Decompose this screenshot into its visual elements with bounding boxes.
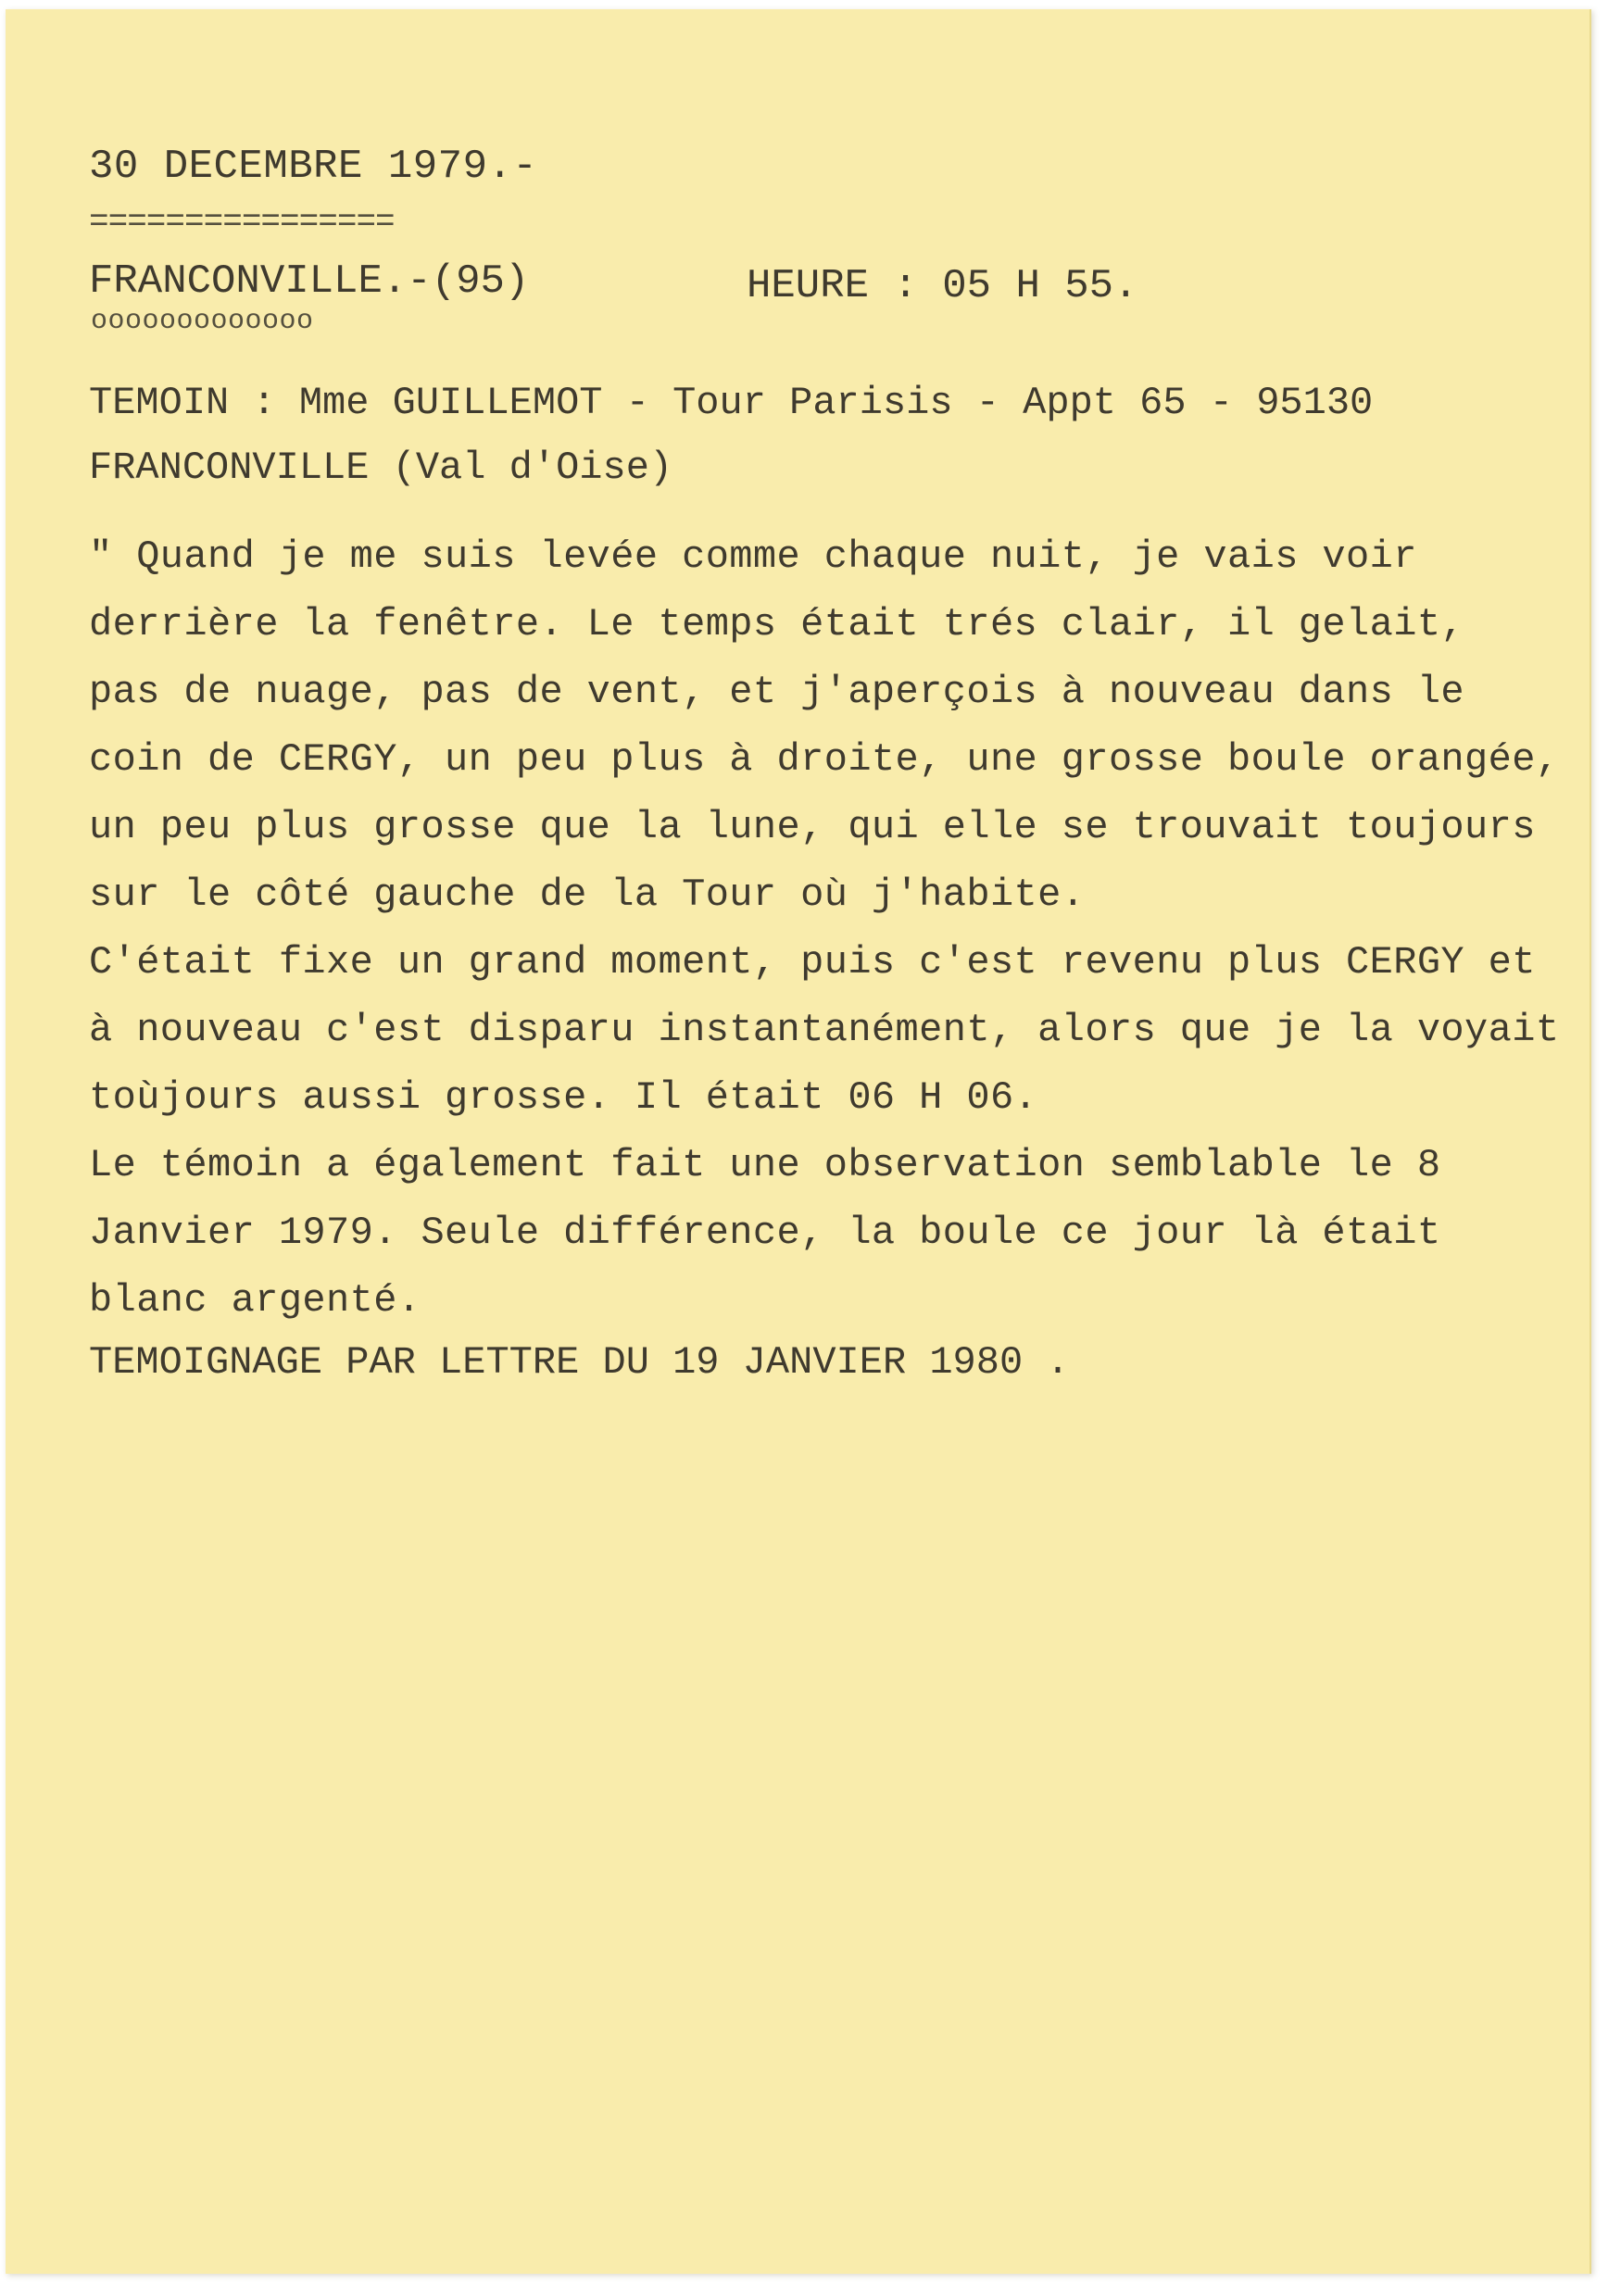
date-underline: ================ (89, 203, 395, 241)
location-underline: ooooooooooooo (91, 306, 314, 337)
testimony-line: derrière la fenêtre. Le temps était trés clair, il gelait, (89, 602, 1465, 646)
report-date: 30 DECEMBRE 1979.- (89, 144, 538, 190)
testimony-line: sur le côté gauche de la Tour où j'habite. (89, 872, 1086, 917)
report-time: HEURE : 05 H 55. (747, 263, 1138, 309)
testimony-line: à nouveau c'est disparu instantanément, alors que je la voyait (89, 1008, 1560, 1052)
testimony-line: un peu plus grosse que la lune, qui elle se trouvait toujours (89, 805, 1536, 849)
document-page (6, 9, 1591, 2274)
witness-line-1: TEMOIN : Mme GUILLEMOT - Tour Parisis - Appt 65 - 95130 (89, 381, 1374, 425)
testimony-line: C'était fixe un grand moment, puis c'est revenu plus CERGY et (89, 940, 1536, 985)
testimony-line: " Quand je me suis levée comme chaque nuit, je vais voir (89, 534, 1417, 579)
testimony-line: pas de nuage, pas de vent, et j'aperçois à nouveau dans le (89, 670, 1465, 714)
witness-line-2: FRANCONVILLE (Val d'Oise) (89, 445, 673, 490)
testimony-line: blanc argenté. (89, 1278, 421, 1323)
testimony-line: Janvier 1979. Seule différence, la boule ce jour là était (89, 1211, 1441, 1255)
testimony-line: coin de CERGY, un peu plus à droite, une grosse boule orangée, (89, 737, 1560, 782)
testimony-line: toùjours aussi grosse. Il était 06 H 06. (89, 1075, 1038, 1120)
report-location: FRANCONVILLE.-(95) (89, 258, 530, 305)
testimony-line: Le témoin a également fait une observation semblable le 8 (89, 1143, 1441, 1187)
testimony-body (89, 523, 1590, 1335)
testimony-source: TEMOIGNAGE PAR LETTRE DU 19 JANVIER 1980 . (89, 1340, 1070, 1385)
